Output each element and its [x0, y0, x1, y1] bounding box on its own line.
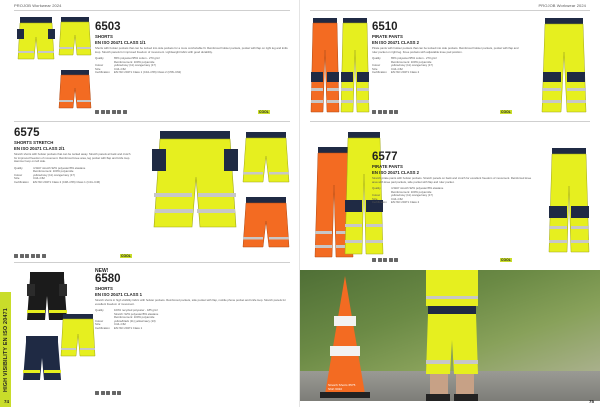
product-number: 6503	[95, 21, 121, 33]
product-description: Stretch shorts in high visibility fabric with holster pockets. Reinforced pockets, side pocket with flap, mobile phone pocket and knife loop. Stretch panels for excellent freedom of movement.	[95, 298, 286, 306]
product-6503	[95, 22, 290, 75]
pants-6510-yellow-image	[340, 16, 370, 116]
product-number: 6575	[14, 127, 40, 139]
product-name: PIRATE PANTS	[372, 34, 403, 39]
spec-row: Quality 100% recycled polyester - 185 g/m²	[95, 308, 158, 312]
pocket-icon	[372, 110, 376, 114]
spec-row: Size C44–C62	[95, 322, 126, 326]
photo-caption: Stretch Shorts 6575 Shirt 6010	[328, 383, 356, 391]
shorts-6575-front-image	[150, 127, 240, 249]
product-standard: EN ISO 20471 CLASS 2	[372, 170, 420, 175]
product-number: 6510	[372, 21, 398, 33]
right-page	[300, 0, 600, 407]
category-side-band: HIGH VISIBILITY EN ISO 20471	[0, 292, 11, 407]
product-description: Stretch shorts with holster pockets that can be tucked away. Stretch panels at back and crotch for improved freedom of movement. Reinforced knee area, leg pocket with flap and knife loop. Hammer loop on left side.	[14, 152, 131, 163]
knee-pad-icon	[101, 110, 105, 114]
product-description: Pirate pants with holster pockets that can be tucked into side pockets. Reinforced holster pockets, pocket with flap and ruler pocket on right leg. Knee pockets with adjustable knee pad position.	[372, 46, 519, 54]
lifestyle-photo	[300, 270, 600, 401]
spec-row: Quality 65% polyester/35% cotton - 270 g/m²	[372, 56, 438, 60]
spec-row: Reinforcement: 100% polyamide	[114, 315, 155, 319]
size-icon	[42, 254, 46, 258]
recycled-icon	[112, 391, 116, 395]
spec-row: Size C44–C62	[14, 176, 45, 180]
shorts-6503-front-image	[16, 15, 56, 119]
stretch-icon	[101, 391, 105, 395]
spec-list	[372, 187, 532, 205]
spec-row: Reinforcement: 100% polyamide	[33, 169, 74, 173]
product-name: SHORTS STRETCH	[14, 140, 54, 145]
page-number: 74	[4, 399, 10, 404]
size-icon	[394, 110, 398, 114]
product-name: SHORTS	[95, 34, 113, 39]
spec-list	[14, 167, 134, 185]
spec-row: Reinforcement: 100% polyamide	[114, 59, 155, 64]
product-standard: EN ISO 20471 CLASS 2	[372, 40, 420, 45]
spec-row: Stretch: 92% polyester/8% elastane	[114, 311, 159, 316]
reflective-icon	[112, 110, 116, 114]
knee-pad-icon	[20, 254, 24, 258]
spec-row: Colour yellow/navy (11) orange/navy (17)	[95, 63, 156, 67]
pocket-icon	[372, 258, 376, 262]
spec-row: Colour yellow/black (11) yellow/navy (13)	[95, 318, 156, 323]
stretch-icon	[383, 258, 387, 262]
running-head: PROJOB Workwear 2024	[538, 3, 586, 8]
shorts-6575-back-image	[242, 130, 290, 192]
stretch-icon	[25, 254, 29, 258]
pants-6510-orange-image	[310, 16, 340, 116]
pants-6577-back-image	[548, 146, 590, 258]
spec-row: Reinforcement: 100% polyamide	[391, 189, 432, 194]
reflective-icon	[106, 391, 110, 395]
pocket-icon	[95, 391, 99, 395]
wash-icon	[117, 110, 121, 114]
product-standard: EN ISO 20471 CLASS 2/1	[14, 146, 65, 151]
product-number: 6580	[95, 273, 121, 285]
product-6577	[372, 152, 532, 205]
product-standard: EN ISO 20471 CLASS 1/1	[95, 40, 146, 45]
shorts-6503-back-image	[58, 15, 92, 69]
spec-row: Certification EN ISO 20471 Class 2	[372, 70, 420, 74]
page-number: 75	[588, 399, 594, 404]
cert-tag: COOL	[501, 258, 511, 262]
wash-icon	[389, 110, 393, 114]
new-badge: NEW!	[95, 268, 109, 274]
shorts-6580-navy-image	[22, 334, 62, 390]
pants-6510-back-image	[540, 16, 588, 116]
product-description: Stretch pirate pants with holster pockets. Stretch panels on back and crotch for excellent freedom of movement. Reinforced knee area with knee pad pockets, side pocket with flap and ruler pocket.	[372, 176, 532, 184]
pocket-icon	[95, 110, 99, 114]
spec-row: Certification EN ISO 20471 Class 1 (C44–C56) Class 2 (C58–C62)	[95, 70, 182, 74]
shorts-6503-orange-image	[58, 68, 92, 118]
wash-icon	[394, 258, 398, 262]
stretch-icon	[106, 110, 110, 114]
reflective-icon	[383, 110, 387, 114]
shorts-6580-yellow-image	[60, 312, 96, 364]
header-rule	[14, 10, 290, 11]
cert-tag: COOL	[121, 254, 131, 258]
feature-icons	[14, 254, 46, 258]
spec-row: Size C44–C62	[372, 196, 403, 201]
spec-list	[95, 57, 290, 75]
spec-row: Quality 65% polyester/35% cotton - 270 g/m²	[95, 56, 161, 60]
section-rule	[14, 262, 290, 263]
spec-row: Size C44–C62	[95, 66, 126, 71]
product-6580	[95, 268, 290, 330]
spec-row: Quality 4-WAY stretch 92% polyester/8% elastane	[372, 186, 444, 190]
worker-figure-image	[416, 270, 488, 401]
feature-icons	[95, 110, 127, 114]
knee-pad-icon	[378, 110, 382, 114]
feature-icons	[372, 110, 398, 114]
spec-row: Colour yellow/navy (11) orange/navy (17)	[372, 193, 433, 197]
knee-pad-icon	[378, 258, 382, 262]
cert-tag: COOL	[501, 110, 511, 114]
cert-tag: COOL	[259, 110, 269, 114]
wash-icon	[117, 391, 121, 395]
reflective-icon	[389, 258, 393, 262]
spec-list	[372, 57, 522, 75]
section-rule	[310, 121, 590, 122]
reflective-icon	[31, 254, 35, 258]
product-number: 6577	[372, 151, 398, 163]
spec-row: Size C44–C62	[372, 66, 403, 71]
section-rule	[14, 121, 290, 122]
feature-icons	[372, 258, 398, 262]
shorts-6575-orange-image	[242, 195, 290, 257]
spec-row: Certification EN ISO 20471 Class 1	[95, 325, 143, 330]
header-rule	[310, 10, 590, 11]
product-6510	[372, 22, 522, 75]
product-standard: EN ISO 20471 CLASS 1	[95, 292, 143, 297]
spec-row: Colour yellow/navy (11) orange/navy (17)	[14, 172, 75, 177]
spec-row: Colour yellow/navy (11) orange/navy (17)	[372, 63, 433, 67]
spec-row: Certification EN ISO 20471 Class 2	[372, 200, 420, 204]
feature-icons	[95, 391, 121, 395]
running-head: PROJOB Workwear 2024	[14, 3, 62, 8]
spec-row: Quality 4-WAY stretch 92% polyester/8% elastane	[14, 165, 86, 170]
wash-icon	[36, 254, 40, 258]
spec-row: Certification EN ISO 20471 Class 2 (C48–C56) Class 1 (C44–C46)	[14, 179, 101, 184]
product-description: Shorts with holster pockets that can be tucked into side pockets for a more comfortable fit. Reinforced holster pockets, pocket with flap on right leg and knife loop. Stretch panels for improved freedom of movement. Lightweight fabric with good durability.	[95, 46, 288, 54]
pocket-icon	[14, 254, 18, 258]
size-icon	[123, 110, 127, 114]
product-6575	[14, 128, 134, 184]
product-name: PIRATE PANTS	[372, 164, 403, 169]
spec-row: Reinforcement: 100% polyamide	[391, 59, 432, 64]
product-name: SHORTS	[95, 286, 113, 291]
spec-list	[95, 309, 290, 330]
